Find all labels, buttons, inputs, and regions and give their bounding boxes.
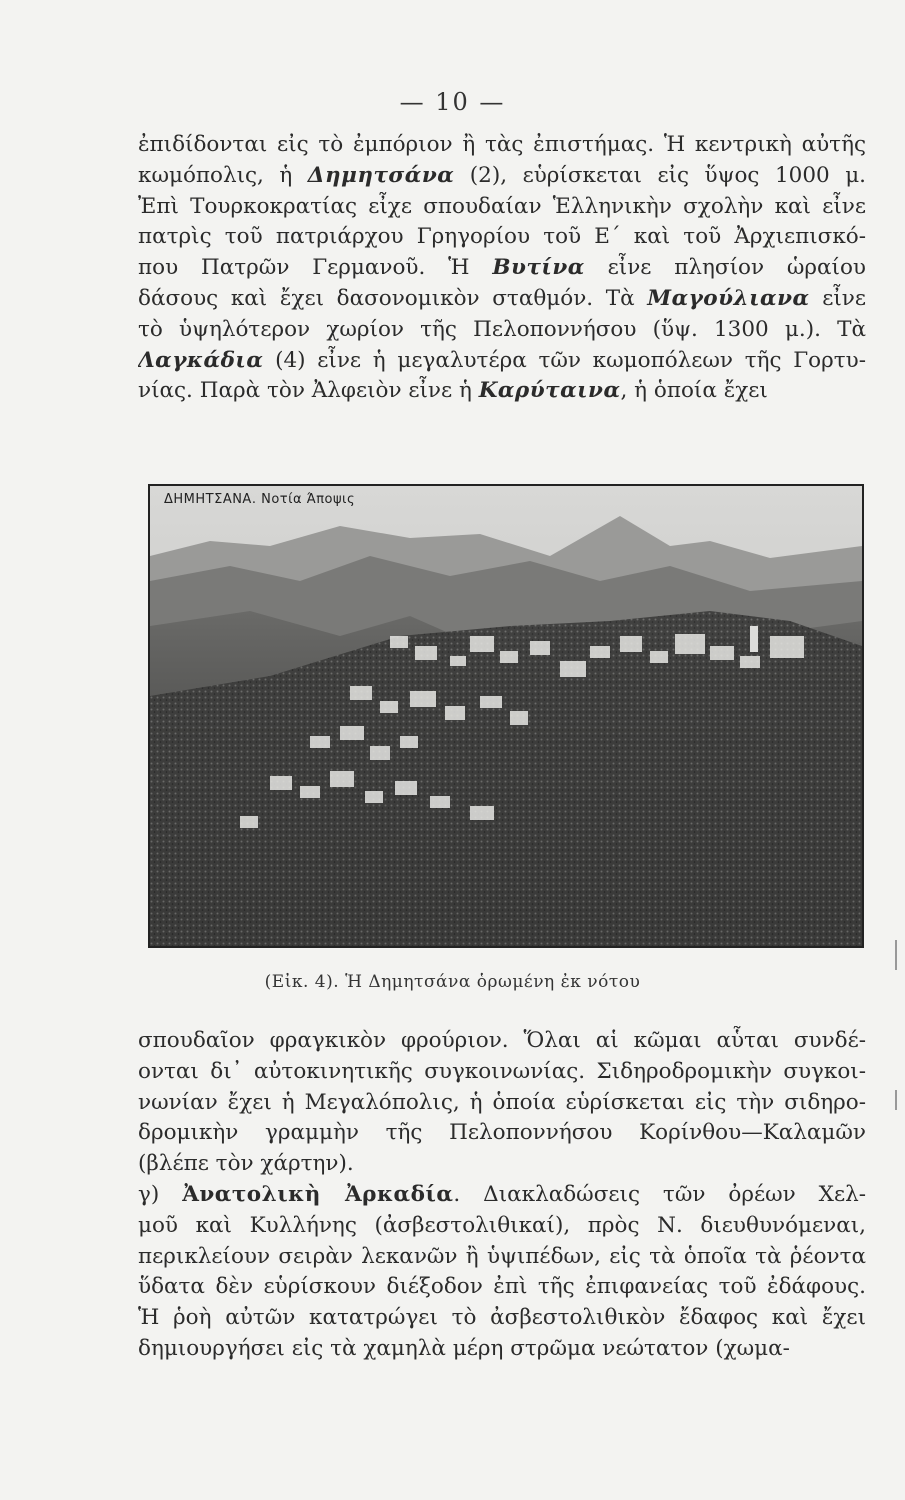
text-line <box>138 1272 866 1303</box>
text-run: Ἡ ῥοὴ αὐτῶν κατατρώγει τὸ ἀσβεστολιθικὸν ἔδαφος καὶ ἔχει <box>138 1305 866 1331</box>
text-run: νίας. Παρὰ τὸν Ἀλφειὸν εἶνε ἡ <box>138 378 479 404</box>
figure-caption: (Εἰκ. 4). Ἡ Δημητσάνα ὁρωμένη ἐκ νότου <box>264 972 641 992</box>
text-run: μοῦ καὶ Κυλλήνης (ἀσβεστολιθικαί), πρὸς Ν. διευθυνόμεναι, <box>138 1212 866 1238</box>
text-line <box>138 315 866 346</box>
text-run: δάσους καὶ ἔχει δασονομικὸν σταθμόν. Τὰ <box>138 285 648 311</box>
text-line <box>138 222 866 253</box>
page-number: — 10 — <box>399 88 506 116</box>
text-run: περικλείουν σειρὰν λεκανῶν ἢ ὑψιπέδων, εἰς τὰ ὁποῖα τὰ ῥέοντα <box>138 1243 866 1269</box>
text-run: (4) εἶνε ἡ μεγαλυτέρα τῶν κωμοπόλεων τῆς Γορτυ- <box>263 347 866 373</box>
text-run: νωνίαν ἔχει ἡ Μεγαλόπολις, ἡ ὁποία εὑρίσκεται εἰς τὴν σιδηρο- <box>138 1089 866 1115</box>
text-line <box>138 1242 866 1273</box>
text-run: , ἡ ὁποία ἔχει <box>620 378 768 404</box>
text-run: ονται δι᾽ αὐτοκινητικῆς συγκοινωνίας. Σιδηροδρομικὴν συγκοι- <box>138 1058 866 1084</box>
text-run: εἶνε <box>809 285 866 311</box>
photo-figure <box>148 484 864 948</box>
text-run: ἐπιδίδονται εἰς τὸ ἐμπόριον ἢ τὰς ἐπιστήμας. Ἡ κεντρικὴ αὐτῆς <box>138 132 866 157</box>
text-line <box>138 1334 866 1365</box>
text-line <box>138 253 866 284</box>
emphasized-term: Λαγκάδια <box>138 347 264 373</box>
emphasized-term: Μαγούλιανα <box>647 285 810 311</box>
text-line <box>138 161 866 192</box>
emphasized-term: Βυτίνα <box>492 255 585 281</box>
village-photo <box>150 486 862 946</box>
text-run: (βλέπε τὸν χάρτην). <box>138 1151 354 1177</box>
text-run: δρομικὴν γραμμὴν τῆς Πελοποννήσου Κορίνθου—Καλαμῶν <box>138 1120 866 1146</box>
text-run: πατρὶς τοῦ πατριάρχου Γρηγορίου τοῦ Ε΄ καὶ τοῦ Ἀρχιεπισκό- <box>138 224 866 250</box>
paragraph-bottom <box>138 1026 866 1365</box>
text-run: Ἐπὶ Τουρκοκρατίας εἶχε σπουδαίαν Ἑλληνικὴν σχολὴν καὶ εἶνε <box>138 193 866 219</box>
text-run: σπουδαῖον φραγκικὸν φρούριον. Ὅλαι αἱ κῶμαι αὗται συνδέ- <box>138 1028 866 1053</box>
text-run: εἶνε πλησίον ὡραίου <box>584 255 866 281</box>
text-line <box>138 284 866 315</box>
text-line <box>138 1180 866 1211</box>
text-line <box>138 1026 866 1057</box>
text-run: (2), εὑρίσκεται εἰς ὕψος 1000 μ. <box>454 162 866 188</box>
text-line <box>138 192 866 223</box>
text-line <box>138 1057 866 1088</box>
text-run: . Διακλαδώσεις τῶν ὀρέων Χελ- <box>453 1181 866 1207</box>
text-run: κωμόπολις, ἡ <box>138 162 308 188</box>
edge-mark <box>895 1090 897 1110</box>
edge-mark <box>895 940 897 970</box>
text-line <box>138 1211 866 1242</box>
text-line <box>138 1088 866 1119</box>
text-line <box>138 1149 866 1180</box>
emphasized-term: Δημητσάνα <box>307 162 455 188</box>
photo-inset-label: ΔΗΜΗΤΣΑΝΑ. Νοτία Άποψις <box>164 492 356 507</box>
text-line <box>138 130 866 161</box>
text-line <box>138 376 866 407</box>
emphasized-term: Καρύταινα <box>478 378 621 404</box>
text-run: τὸ ὑψηλότερον χωρίον τῆς Πελοποννήσου (ὕψ. 1300 μ.). Τὰ <box>138 316 866 342</box>
text-line <box>138 1303 866 1334</box>
paragraph-top <box>138 130 866 407</box>
text-line <box>138 346 866 377</box>
emphasized-term: Ἀνατολικὴ Ἀρκαδία <box>182 1181 454 1207</box>
text-line <box>138 1118 866 1149</box>
text-run: δημιουργήσει εἰς τὰ χαμηλὰ μέρη στρῶμα νεώτατον (χωμα- <box>138 1335 790 1361</box>
text-run: ὕδατα δὲν εὑρίσκουν διέξοδον ἐπὶ τῆς ἐπιφανείας τοῦ ἐδάφους. <box>138 1274 866 1300</box>
text-run: γ) <box>138 1181 183 1207</box>
text-run: που Πατρῶν Γερμανοῦ. Ἡ <box>138 255 493 281</box>
